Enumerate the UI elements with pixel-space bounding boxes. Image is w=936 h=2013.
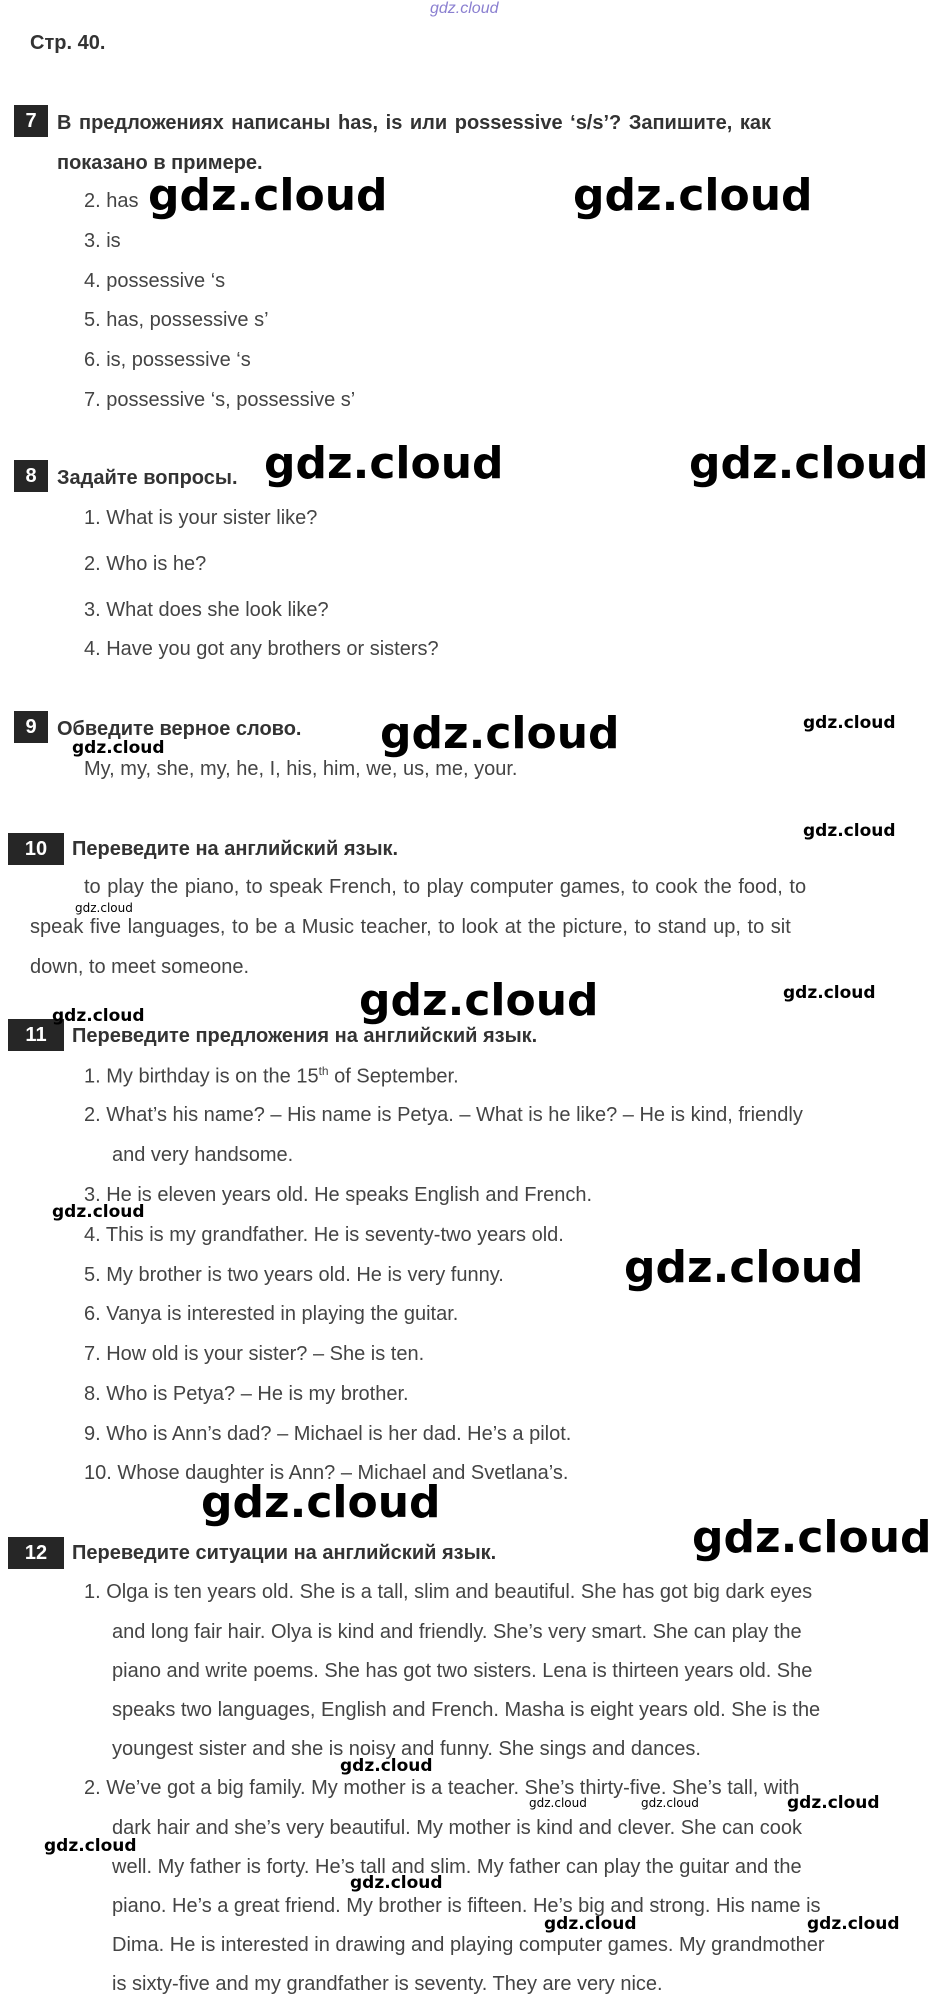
watermark: gdz.cloud (573, 170, 813, 221)
exercise-12-paragraph-2-line: piano. He’s a great friend. My brother is fifteen. He’s big and strong. His name is (112, 1895, 821, 1917)
exercise-10-instruction: Переведите на английский язык. (72, 838, 399, 860)
exercise-8-item: 2. Who is he? (84, 553, 207, 575)
watermark: gdz.cloud (44, 1836, 137, 1856)
watermark: gdz.cloud (72, 738, 165, 758)
exercise-12-paragraph-2-line: well. My father is forty. He’s tall and slim. My father can play the guitar and the (112, 1856, 802, 1878)
exercise-12-paragraph-2-line: is sixty-five and my grandfather is seventy. They are very nice. (112, 1973, 663, 1995)
exercise-11-item-2-line1: 2. What’s his name? – His name is Petya. – What is he like? – He is kind, friendly (84, 1104, 803, 1126)
exercise-7-item: 4. possessive ‘s (84, 270, 226, 292)
exercise-12-paragraph-1-line: and long fair hair. Olya is kind and friendly. She’s very smart. She can play the (112, 1621, 802, 1643)
exercise-7-badge: 7 (14, 105, 48, 137)
exercise-9-badge: 9 (14, 711, 48, 743)
exercise-11-badge: 11 (8, 1019, 64, 1051)
exercise-11-item: 4. This is my grandfather. He is seventy-two years old. (84, 1224, 564, 1246)
exercise-7-instruction-line2: показано в примере. (57, 152, 263, 174)
watermark: gdz.cloud (350, 1873, 443, 1893)
exercise-10-line: to play the piano, to speak French, to play computer games, to cook the food, to (84, 876, 807, 898)
exercise-10-badge: 10 (8, 833, 64, 865)
watermark: gdz.cloud (201, 1477, 441, 1528)
exercise-12-paragraph-2-line: Dima. He is interested in drawing and playing computer games. My grandmother (112, 1934, 825, 1956)
watermark: gdz.cloud (264, 438, 504, 489)
exercise-10-line: speak five languages, to be a Music teacher, to look at the picture, to stand up, to sit (30, 916, 791, 938)
exercise-11-item-2-line2: and very handsome. (112, 1144, 294, 1166)
exercise-11-item: 6. Vanya is interested in playing the guitar. (84, 1303, 459, 1325)
exercise-11-item: 3. He is eleven years old. He speaks English and French. (84, 1184, 593, 1206)
exercise-12-instruction: Переведите ситуации на английский язык. (72, 1542, 497, 1564)
watermark: gdz.cloud (52, 1006, 145, 1026)
exercise-11-item-1-text: 1. My birthday is on the 15 (84, 1065, 319, 1088)
watermark: gdz.cloud (692, 1512, 932, 1563)
watermark: gdz.cloud (803, 713, 896, 733)
exercise-7-item: 3. is (84, 230, 121, 252)
top-watermark: gdz.cloud (430, 0, 499, 17)
exercise-9-instruction: Обведите верное слово. (57, 718, 302, 740)
watermark: gdz.cloud (783, 983, 876, 1003)
exercise-11-item: 9. Who is Ann’s dad? – Michael is her dad. He’s a pilot. (84, 1423, 572, 1445)
exercise-12-badge: 12 (8, 1537, 64, 1569)
watermark: gdz.cloud (340, 1756, 433, 1776)
watermark: gdz.cloud (807, 1914, 900, 1934)
exercise-7-item: 2. has (84, 190, 139, 212)
exercise-12-paragraph-2-line: dark hair and she’s very beautiful. My mother is kind and clever. She can cook (112, 1817, 802, 1839)
exercise-12-paragraph-2-line: 2. We’ve got a big family. My mother is a teacher. She’s thirty-five. She’s tall, with (84, 1777, 800, 1799)
exercise-11-instruction: Переведите предложения на английский язык. (72, 1025, 538, 1047)
watermark: gdz.cloud (75, 901, 133, 915)
exercise-11-item: 10. Whose daughter is Ann? – Michael and Svetlana’s. (84, 1462, 569, 1484)
exercise-12-paragraph-1-line: 1. Olga is ten years old. She is a tall, slim and beautiful. She has got big dark eyes (84, 1581, 813, 1603)
exercise-7-instruction-line1: В предложениях написаны has, is или possessive ‘s/s’? Запишите, как (57, 112, 771, 134)
watermark: gdz.cloud (641, 1796, 699, 1810)
exercise-12-paragraph-1-line: youngest sister and she is noisy and funny. She sings and dances. (112, 1738, 701, 1760)
exercise-7-item: 7. possessive ‘s, possessive s’ (84, 389, 356, 411)
watermark: gdz.cloud (380, 708, 620, 759)
watermark: gdz.cloud (803, 821, 896, 841)
exercise-12-paragraph-1-line: speaks two languages, English and French. Masha is eight years old. She is the (112, 1699, 821, 1721)
exercise-11-item-1-rest: of September. (328, 1065, 459, 1088)
watermark: gdz.cloud (624, 1242, 864, 1293)
exercise-7-item: 6. is, possessive ‘s (84, 349, 251, 371)
exercise-7-item: 5. has, possessive s’ (84, 309, 269, 331)
exercise-8-item: 1. What is your sister like? (84, 507, 318, 529)
watermark: gdz.cloud (787, 1793, 880, 1813)
exercise-11-item: 5. My brother is two years old. He is very funny. (84, 1264, 504, 1286)
watermark: gdz.cloud (689, 438, 929, 489)
watermark: gdz.cloud (52, 1202, 145, 1222)
page-label: Стр. 40. (30, 32, 106, 54)
exercise-8-badge: 8 (14, 460, 48, 492)
exercise-11-item: 8. Who is Petya? – He is my brother. (84, 1383, 409, 1405)
exercise-11-item: 7. How old is your sister? – She is ten. (84, 1343, 425, 1365)
exercise-12-paragraph-1-line: piano and write poems. She has got two sisters. Lena is thirteen years old. She (112, 1660, 813, 1682)
exercise-10-line: down, to meet someone. (30, 956, 250, 978)
watermark: gdz.cloud (148, 170, 388, 221)
exercise-8-instruction: Задайте вопросы. (57, 467, 238, 489)
ordinal-suffix: th (318, 1064, 329, 1078)
exercise-8-item: 3. What does she look like? (84, 599, 329, 621)
exercise-8-item: 4. Have you got any brothers or sisters? (84, 638, 439, 660)
watermark: gdz.cloud (359, 975, 599, 1026)
watermark: gdz.cloud (544, 1914, 637, 1934)
watermark: gdz.cloud (529, 1796, 587, 1810)
exercise-11-item-1 (84, 1064, 459, 1089)
exercise-9-answer: My, my, she, my, he, I, his, him, we, us, me, your. (84, 758, 518, 780)
